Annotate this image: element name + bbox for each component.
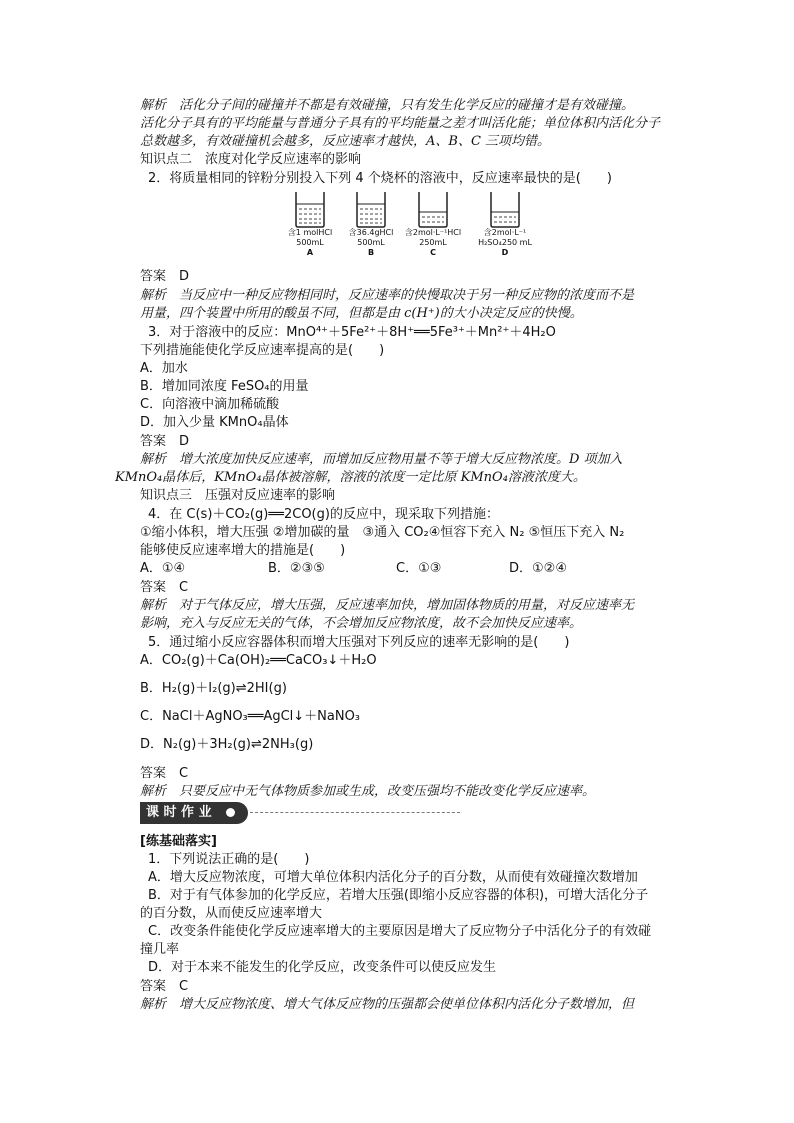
option-b-cont: 的百分数，从而使反应速率增大 (140, 906, 323, 921)
explanation-line: 总数越多，有效碰撞机会越多，反应速率才越快，A、B、C 三项均错。 (140, 134, 551, 149)
explanation-line: 解析 只要反应中无气体物质参加或生成，改变压强均不能改变化学反应速率。 (140, 784, 596, 799)
explanation-line: 活化分子具有的平均能量与普通分子具有的平均能量之差才叫活化能；单位体积内活化分子 (140, 116, 661, 131)
explanation-line: 用量，四个装置中所用的酸虽不同，但都是由 c(H⁺)的大小决定反应的快慢。 (140, 306, 583, 321)
options-row (140, 560, 688, 578)
beaker-d (480, 190, 530, 258)
question-stem: 下列措施能使化学反应速率提高的是( ) (140, 343, 385, 358)
question-stem: 4．在 C(s)＋CO₂(g)══2CO(g)的反应中，现采取下列措施： (148, 507, 499, 522)
answer-line: 答案 C (140, 580, 189, 595)
beaker-b (346, 190, 396, 258)
beaker-letter: B (367, 248, 375, 257)
question-stem: 5．通过缩小反应容器体积而增大压强对下列反应的速率无影响的是( ) (148, 635, 570, 650)
beaker-letter: D (501, 248, 509, 257)
option-d: D．对于本来不能发生的化学反应，改变条件可以使反应发生 (148, 960, 497, 975)
beaker-volume: 250mL (419, 238, 447, 247)
banner-dot-icon (226, 808, 235, 817)
question-stem: 能够使反应速率增大的措施是( ) (140, 543, 346, 558)
explanation-line: 解析 活化分子间的碰撞并不都是有效碰撞，只有发生化学反应的碰撞才是有效碰撞。 (140, 98, 635, 113)
beaker-figure (280, 190, 550, 265)
answer-line: 答案 C (140, 766, 189, 781)
option-a: A．①④ (140, 561, 186, 576)
option-d: D．N₂(g)＋3H₂(g)⇌2NH₃(g) (140, 737, 314, 752)
option-b: B．增加同浓度 FeSO₄的用量 (140, 379, 309, 394)
beaker-letter: C (430, 248, 436, 257)
option-d: D．加入少量 KMnO₄晶体 (140, 415, 289, 430)
question-stem: 3．对于溶液中的反应：MnO⁴⁺＋5Fe²⁺＋8H⁺══5Fe³⁺＋Mn²⁺＋4H₂O (148, 325, 556, 340)
option-c: C．NaCl＋AgNO₃══AgCl↓＋NaNO₃ (140, 709, 361, 724)
beaker-volume: 500mL (296, 238, 324, 247)
beaker-icon (293, 190, 327, 228)
answer-line: 答案 D (140, 269, 190, 284)
beaker-c (404, 190, 462, 258)
option-c: C．①③ (396, 561, 442, 576)
beaker-label: 含2mol·L⁻¹ (483, 228, 527, 237)
option-c: C．向溶液中滴加稀硫酸 (140, 397, 280, 412)
section-title: 知识点二 浓度对化学反应速率的影响 (140, 152, 362, 167)
answer-line: 答案 D (140, 434, 190, 449)
beaker-label: 含1 molHCl (287, 228, 333, 237)
question-measures: ①缩小体积，增大压强 ②增加碳的量 ③通入 CO₂④恒容下充入 N₂ ⑤恒压下充入 N₂ (140, 525, 625, 540)
beaker-icon (416, 190, 450, 228)
beaker-label: 含36.4gHCl (348, 228, 394, 237)
option-a: A．CO₂(g)＋Ca(OH)₂══CaCO₃↓＋H₂O (140, 653, 377, 668)
option-b: B．②③⑤ (268, 561, 325, 576)
beaker-icon (354, 190, 388, 228)
explanation-line: 解析 当反应中一种反应物相同时，反应速率的快慢取决于另一种反应物的浓度而不是 (140, 288, 635, 303)
option-c-cont: 撞几率 (140, 942, 180, 957)
explanation-line: 解析 对于气体反应，增大压强，反应速率加快，增加固体物质的用量，对反应速率无 (140, 598, 635, 613)
beaker-a (285, 190, 335, 258)
option-b: B．H₂(g)＋I₂(g)⇌2HI(g) (140, 681, 287, 696)
explanation-line: 解析 增大浓度加快反应速率，而增加反应物用量不等于增大反应物浓度。D 项加入 (140, 452, 623, 467)
beaker-volume: H₂SO₄250 mL (478, 238, 532, 247)
banner-divider (250, 812, 460, 813)
practice-heading: [练基础落实] (140, 834, 217, 849)
question-stem: 2．将质量相同的锌粉分别投入下列 4 个烧杯的溶液中，反应速率最快的是( ) (148, 171, 612, 186)
question-stem: 1．下列说法正确的是( ) (148, 852, 310, 867)
answer-line: 答案 C (140, 979, 189, 994)
section-banner (140, 802, 460, 824)
option-c: C．改变条件能使化学反应速率增大的主要原因是增大了反应物分子中活化分子的有效碰 (148, 924, 652, 939)
beaker-letter: A (306, 248, 314, 257)
beaker-label: 含2mol·L⁻¹HCl (404, 228, 462, 237)
explanation-line: KMnO₄晶体后，KMnO₄晶体被溶解，溶液的浓度一定比原 KMnO₄溶液浓度大。 (115, 470, 586, 485)
option-d: D．①②④ (509, 561, 567, 576)
option-a: A．加水 (140, 361, 188, 376)
beaker-icon (488, 190, 522, 228)
option-b: B．对于有气体参加的化学反应，若增大压强(即缩小反应容器的体积)，可增大活化分子 (148, 888, 649, 903)
explanation-line: 解析 增大反应物浓度、增大气体反应物的压强都会使单位体积内活化分子数增加，但 (140, 997, 635, 1012)
banner-label: 课 时 作 业 (140, 802, 248, 824)
section-title: 知识点三 压强对反应速率的影响 (140, 488, 336, 503)
option-a: A．增大反应物浓度，可增大单位体积内活化分子的百分数，从而使有效碰撞次数增加 (148, 870, 638, 885)
explanation-line: 影响，充入与反应无关的气体，不会增加反应物浓度，故不会加快反应速率。 (140, 616, 583, 631)
beaker-volume: 500mL (357, 238, 385, 247)
